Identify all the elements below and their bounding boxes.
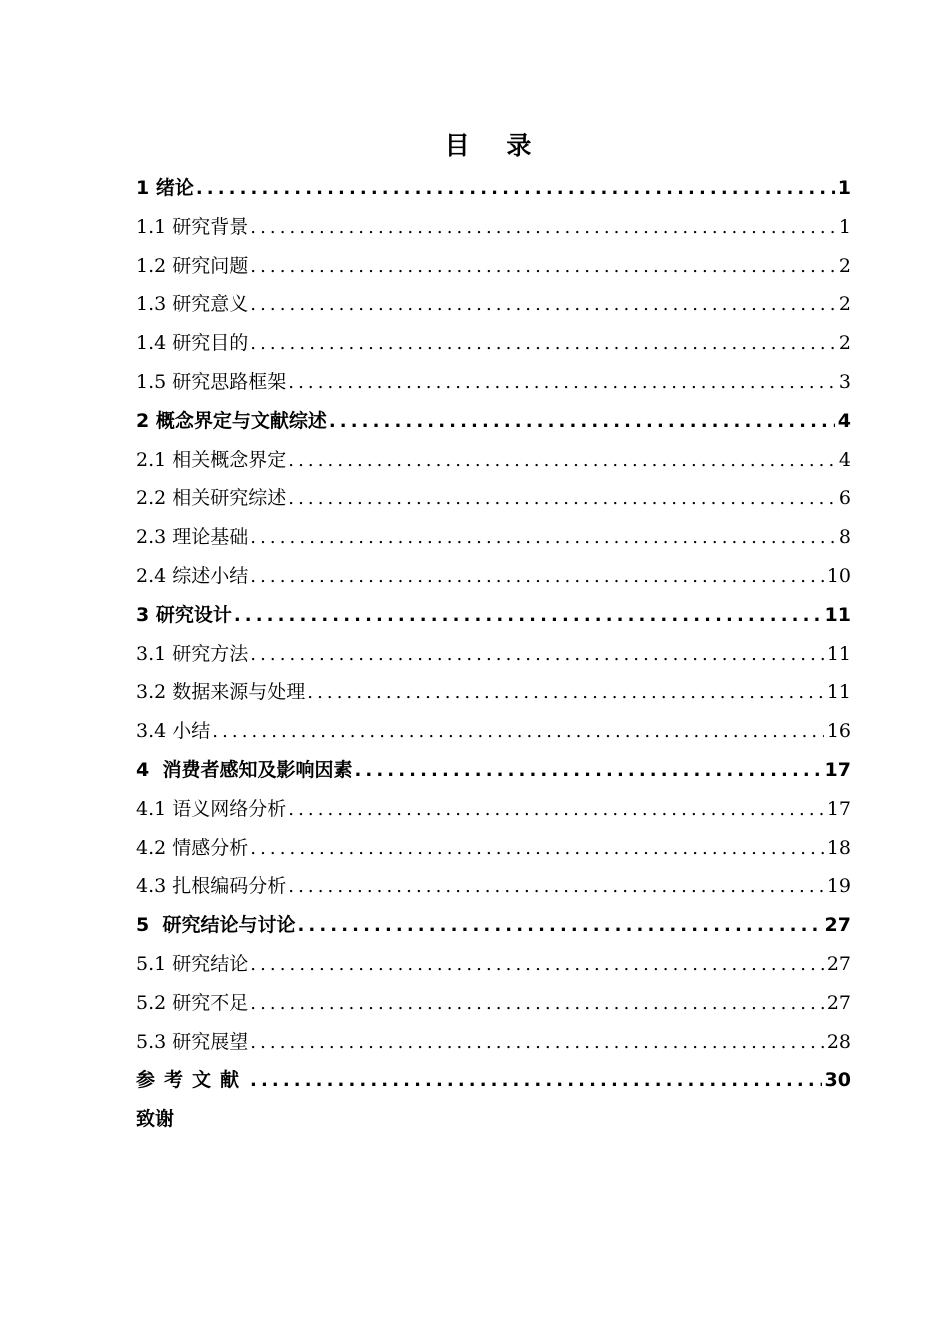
toc-entry-page: 11 (826, 681, 851, 704)
toc-dot-leader (250, 830, 824, 868)
toc-entry-page: 27 (826, 991, 851, 1014)
toc-entry-1-2[interactable] (136, 247, 851, 286)
toc-entry-label: 致谢 (136, 1108, 175, 1131)
toc-entry-label: 1.3 研究意义 (136, 293, 249, 316)
toc-entry-5-1[interactable] (136, 945, 851, 984)
toc-entry-4[interactable] (136, 751, 851, 790)
toc-entry-4-3[interactable] (136, 867, 851, 906)
toc-entry-label: 2.1 相关概念界定 (136, 448, 287, 471)
toc-entry-2[interactable] (136, 402, 851, 441)
toc-dot-leader (288, 442, 836, 480)
table-of-contents (136, 169, 851, 1139)
toc-entry-page: 4 (838, 448, 851, 471)
toc-entry-page: 3 (838, 370, 851, 393)
toc-entry-1-4[interactable] (136, 324, 851, 363)
toc-dot-leader (250, 558, 824, 596)
toc-dot-leader (196, 170, 835, 208)
toc-entry-1-1[interactable] (136, 208, 851, 247)
toc-dot-leader (329, 403, 835, 441)
toc-dot-leader (354, 752, 821, 790)
toc-entry-label: 1.4 研究目的 (136, 332, 249, 355)
toc-dot-leader (250, 248, 836, 286)
toc-entry-label: 4.1 语义网络分析 (136, 797, 287, 820)
toc-dot-leader (250, 946, 824, 984)
toc-entry-page: 27 (824, 914, 851, 937)
toc-entry-label: 5 研究结论与讨论 (136, 914, 296, 937)
toc-entry-label: 3.1 研究方法 (136, 642, 249, 665)
toc-entry-label: 5.3 研究展望 (136, 1030, 249, 1053)
toc-entry-4-2[interactable] (136, 829, 851, 868)
toc-entry-label: 2 概念界定与文献综述 (136, 409, 327, 432)
toc-entry-page: 2 (838, 332, 851, 355)
toc-entry-2-4[interactable] (136, 557, 851, 596)
toc-dot-leader (250, 636, 824, 674)
toc-entry-5-3[interactable] (136, 1023, 851, 1062)
toc-entry-label: 5.1 研究结论 (136, 952, 249, 975)
toc-dot-leader (288, 868, 824, 906)
toc-entry-page: 1 (837, 177, 851, 199)
toc-dot-leader (250, 209, 836, 247)
toc-entry-label: 2.2 相关研究综述 (136, 487, 287, 510)
toc-entry-page: 6 (838, 487, 851, 510)
toc-dot-leader (212, 713, 824, 751)
toc-entry-1[interactable] (136, 169, 851, 208)
toc-entry-label: 1.1 研究背景 (136, 215, 249, 238)
toc-entry-label: 4 消费者感知及影响因素 (136, 758, 353, 781)
toc-entry-5[interactable] (136, 906, 851, 945)
toc-entry-label: 3.4 小结 (136, 720, 211, 743)
toc-entry-page: 27 (826, 952, 851, 975)
toc-entry-references[interactable] (136, 1061, 851, 1100)
toc-dot-leader (307, 674, 824, 712)
toc-entry-label: 参考文献 (136, 1069, 249, 1092)
toc-entry-acknowledgements[interactable] (136, 1100, 851, 1139)
toc-entry-2-2[interactable] (136, 479, 851, 518)
toc-entry-3[interactable] (136, 596, 851, 635)
toc-entry-label: 4.3 扎根编码分析 (136, 875, 287, 898)
toc-entry-page: 2 (838, 293, 851, 316)
toc-entry-2-1[interactable] (136, 441, 851, 480)
toc-entry-page: 17 (826, 797, 851, 820)
toc-entry-page: 30 (824, 1069, 851, 1092)
toc-entry-page: 8 (838, 526, 851, 549)
toc-entry-label: 2.4 综述小结 (136, 564, 249, 587)
toc-entry-3-1[interactable] (136, 635, 851, 674)
toc-entry-page: 2 (838, 254, 851, 277)
toc-dot-leader (250, 519, 836, 557)
toc-entry-page: 4 (837, 409, 851, 432)
toc-entry-3-2[interactable] (136, 673, 851, 712)
toc-title: 目 录 (444, 131, 546, 160)
toc-dot-leader (234, 597, 822, 635)
toc-entry-page: 11 (826, 642, 851, 665)
toc-dot-leader (288, 480, 836, 518)
toc-dot-leader (250, 1024, 824, 1062)
toc-dot-leader (250, 1062, 822, 1100)
toc-entry-1-3[interactable] (136, 285, 851, 324)
toc-entry-page: 10 (826, 564, 851, 587)
toc-dot-leader (297, 907, 821, 945)
toc-dot-leader (250, 286, 836, 324)
toc-entry-1-5[interactable] (136, 363, 851, 402)
toc-entry-page: 16 (826, 720, 851, 743)
toc-entry-label: 1.2 研究问题 (136, 254, 249, 277)
toc-dot-leader (288, 364, 836, 402)
toc-entry-page: 17 (824, 758, 851, 781)
toc-entry-3-4[interactable] (136, 712, 851, 751)
toc-dot-leader (288, 791, 824, 829)
toc-entry-label: 1.5 研究思路框架 (136, 370, 287, 393)
toc-dot-leader (250, 325, 836, 363)
toc-entry-label: 2.3 理论基础 (136, 526, 249, 549)
toc-entry-2-3[interactable] (136, 518, 851, 557)
toc-entry-page: 19 (826, 875, 851, 898)
toc-entry-page: 18 (826, 836, 851, 859)
toc-entry-page: 1 (838, 215, 851, 238)
toc-entry-page: 28 (826, 1030, 851, 1053)
toc-entry-4-1[interactable] (136, 790, 851, 829)
toc-entry-label: 4.2 情感分析 (136, 836, 249, 859)
toc-entry-label: 3 研究设计 (136, 603, 232, 626)
toc-entry-label: 1 绪论 (136, 177, 194, 199)
toc-entry-5-2[interactable] (136, 984, 851, 1023)
toc-dot-leader (250, 985, 824, 1023)
toc-entry-page: 11 (824, 603, 851, 626)
toc-entry-label: 5.2 研究不足 (136, 991, 249, 1014)
toc-entry-label: 3.2 数据来源与处理 (136, 681, 306, 704)
